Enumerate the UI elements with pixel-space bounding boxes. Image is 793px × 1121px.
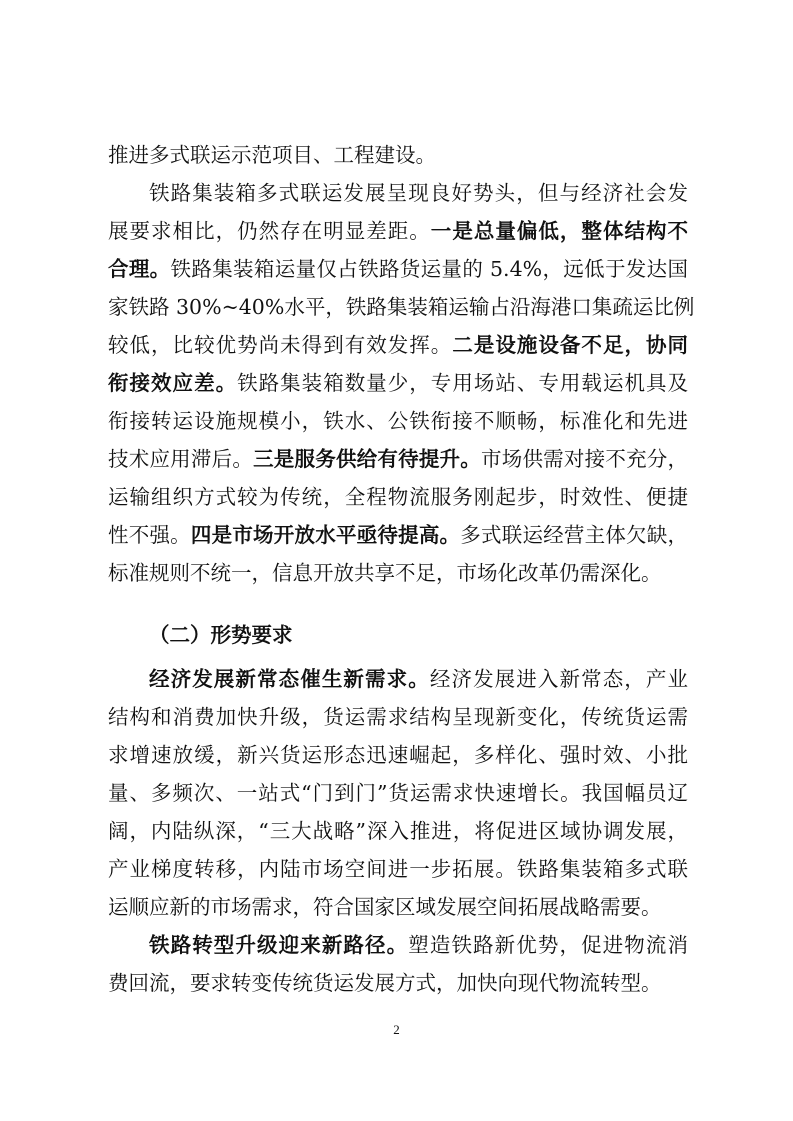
bold-text-segment: 铁路转型升级迎来新路径。 [149, 933, 409, 957]
paragraph-line [108, 851, 688, 887]
text-segment: 铁路集装箱运量仅占铁路货运量的 5.4%，远低于发达国 [170, 257, 688, 281]
text-segment: 结构和消费加快升级，货运需求结构呈现新变化，传统货运需 [108, 705, 688, 729]
text-segment: 求增速放缓，新兴货运形态迅速崛起，多样化、强时效、小批 [108, 743, 688, 767]
text-segment: 运顺应新的市场需求，符合国家区域发展空间拓展战略需要。 [108, 895, 662, 919]
text-segment: 产业梯度转移，内陆市场空间进一步拓展。铁路集装箱多式联 [108, 857, 688, 881]
text-segment: 较低，比较优势尚未得到有效发挥。 [108, 333, 453, 357]
bold-text-segment: 四是市场开放水平亟待提高。 [190, 523, 461, 547]
bold-text-segment: 经济发展新常态催生新需求。 [149, 667, 430, 691]
paragraph-line [108, 365, 688, 401]
text-segment: 铁路集装箱数量少，专用场站、专用载运机具及 [237, 371, 689, 395]
paragraph-line [108, 213, 688, 249]
text-segment: 标准规则不统一，信息开放共享不足，市场化改革仍需深化。 [108, 561, 662, 585]
paragraph-line [108, 137, 688, 173]
paragraph-line [108, 327, 688, 363]
text-segment: 铁路集装箱多式联运发展呈现良好势头，但与经济社会发 [149, 181, 688, 205]
page-number: 2 [393, 1022, 400, 1037]
text-segment: 量、多频次、一站式“门到门”货运需求快速增长。我国幅员辽 [108, 781, 688, 805]
paragraph-line [108, 403, 688, 439]
text-segment: 塑造铁路新优势，促进物流消 [408, 933, 688, 957]
paragraph-line [108, 775, 688, 811]
paragraph-line [108, 289, 695, 325]
text-segment: 经济发展进入新常态，产业 [429, 667, 689, 691]
paragraph-line [108, 965, 688, 1001]
text-segment: 市场供需对接不充分， [481, 447, 689, 471]
paragraph-line [108, 251, 688, 287]
text-segment: 推进多式联运示范项目、工程建设。 [108, 143, 436, 167]
paragraph-line [108, 441, 688, 477]
paragraph-line [149, 175, 688, 211]
text-segment: 衔接转运设施规模小，铁水、公铁衔接不顺畅，标准化和先进 [108, 409, 688, 433]
section-heading: （二）形势要求 [149, 623, 293, 647]
text-segment: 阔，内陆纵深，“三大战略”深入推进，将促进区域协调发展， [108, 819, 688, 843]
text-segment: 技术应用滞后。 [108, 447, 254, 471]
bold-text-segment: 衔接效应差。 [108, 371, 238, 395]
paragraph-line [108, 555, 688, 591]
bold-text-segment: 合理。 [108, 257, 171, 281]
paragraph-line [149, 661, 688, 697]
text-segment: 性不强。 [108, 523, 191, 547]
paragraph-line [108, 889, 688, 925]
bold-text-segment: 三是服务供给有待提升。 [253, 447, 482, 471]
text-segment: 家铁路 30%~40%水平，铁路集装箱运输占沿海港口集疏运比例 [108, 295, 695, 319]
paragraph-line [108, 517, 688, 553]
text-segment: 展要求相比，仍然存在明显差距。 [108, 219, 431, 243]
bold-text-segment: 一是总量偏低，整体结构不 [430, 219, 689, 243]
text-segment: 多式联运经营主体欠缺， [460, 523, 689, 547]
text-segment: 费回流，要求转变传统货运发展方式，加快向现代物流转型。 [108, 971, 662, 995]
paragraph-line [108, 813, 688, 849]
bold-text-segment: 二是设施设备不足，协同 [452, 333, 689, 357]
text-segment: 运输组织方式较为传统，全程物流服务刚起步，时效性、便捷 [108, 485, 688, 509]
paragraph-line [149, 927, 688, 963]
paragraph-line [108, 737, 688, 773]
paragraph-line [108, 699, 688, 735]
paragraph-line [108, 479, 688, 515]
